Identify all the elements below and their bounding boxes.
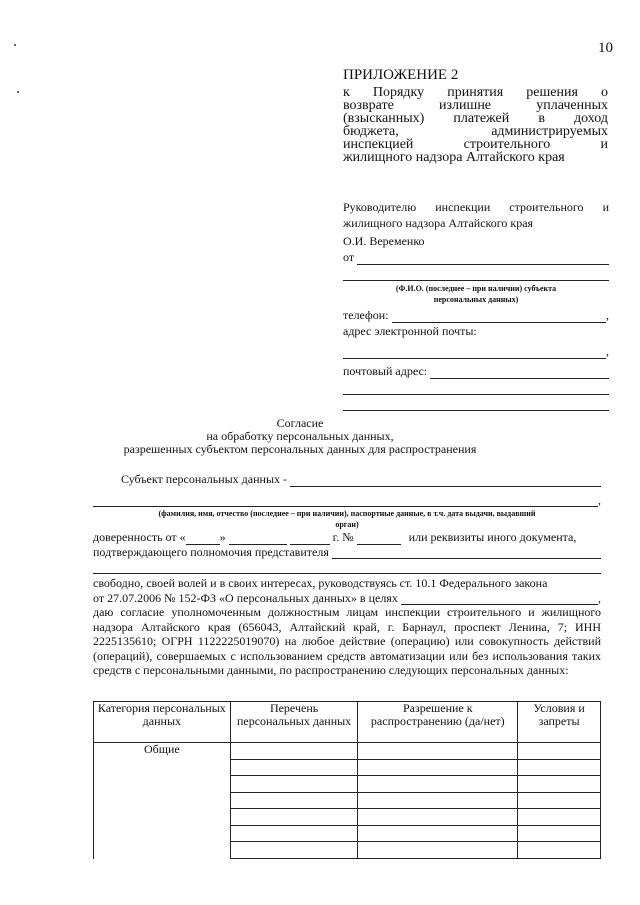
table-cell[interactable]	[230, 825, 358, 842]
proxy-prefix: доверенность от «	[93, 530, 186, 544]
proxy-day-field[interactable]	[186, 532, 220, 545]
purpose-row: от 27.07.2006 № 152-ФЗ «О персональных данных» в целях ,	[93, 590, 601, 605]
fio-note: персональных данных)	[433, 295, 519, 304]
from-field-line-2[interactable]	[343, 279, 609, 281]
email-field[interactable]	[343, 346, 606, 359]
table-cell[interactable]	[518, 759, 601, 776]
table-header: Перечень персональных данных	[230, 702, 358, 743]
addressee-line: Руководителю инспекции строительного и	[343, 200, 609, 214]
proxy-row	[93, 530, 601, 545]
heading-line: Согласие	[276, 416, 324, 430]
subject-row-2: ,	[93, 493, 601, 508]
table-cell[interactable]	[518, 776, 601, 793]
appendix-line: к Порядку принятия решения о	[343, 85, 608, 100]
appendix-line: (взысканных) платежей в доход	[343, 111, 608, 126]
table-cell[interactable]	[518, 792, 601, 809]
email-label: адрес электронной почты:	[343, 324, 477, 338]
table-cell[interactable]	[230, 776, 358, 793]
subject-note: орган)	[335, 520, 359, 529]
page-number: 10	[598, 40, 613, 56]
proxy-number-field[interactable]	[357, 532, 401, 545]
table-cell[interactable]	[518, 809, 601, 826]
subject-label: Субъект персональных данных -	[121, 472, 288, 486]
email-row	[343, 323, 609, 339]
permissions-table	[93, 701, 601, 859]
postal-field[interactable]	[430, 366, 609, 379]
from-field[interactable]	[357, 252, 609, 265]
para2: даю согласие уполномоченным должностным лицам инспекции строительного и жилищного надзора Алтайского края (656043, Алтайский край, г. Барнаул, проспект Ленина, 7; ИНН 2225135610; ОГРН 1122225019070) на любое действие (операцию) или совокупность действий (операций), совершаемых с использованием средств автоматизации или без использования таких средств с персональными данными, по распространению следующих персональных данных:	[93, 605, 601, 677]
table-cell[interactable]	[358, 842, 518, 859]
table-cell[interactable]	[230, 842, 358, 859]
subject-field-2[interactable]	[93, 494, 598, 507]
table-cell[interactable]	[358, 776, 518, 793]
table-cell[interactable]	[230, 809, 358, 826]
addressee-name: О.И. Веременко	[343, 234, 425, 248]
appendix-line: возврате излишне уплаченных	[343, 98, 608, 113]
postal-label: почтовый адрес:	[343, 364, 428, 378]
table-cell[interactable]	[230, 759, 358, 776]
heading-line: разрешенных субъектом персональных данных для распространения	[123, 442, 477, 456]
addressee-block	[343, 199, 609, 411]
phone-label: телефон:	[343, 308, 389, 322]
subject-row	[93, 472, 601, 487]
postal-row	[343, 363, 609, 379]
table-cell[interactable]	[518, 842, 601, 859]
table-header: Категория персональных данных	[94, 702, 231, 743]
phone-row: телефон: ,	[343, 308, 609, 322]
para1-line: от 27.07.2006 № 152-ФЗ «О персональных данных» в целях	[93, 590, 398, 605]
proxy-quote: »	[219, 530, 226, 544]
confirm-field[interactable]	[332, 546, 601, 559]
appendix-line: инспекцией строительного и	[343, 137, 608, 152]
table-row	[94, 743, 601, 760]
table-header: Условия и запреты	[518, 702, 601, 743]
table-header: Разрешение к распространению (да/нет)	[358, 702, 518, 743]
scan-dot	[14, 44, 16, 46]
appendix-block	[343, 69, 608, 164]
table-cell[interactable]	[358, 825, 518, 842]
subject-note: (фамилия, имя, отчество (последнее – при наличии), паспортные данные, в т.ч. дата выдачи, выдавший	[158, 509, 536, 518]
appendix-title: ПРИЛОЖЕНИЕ 2	[343, 67, 459, 83]
table-cell[interactable]	[518, 825, 601, 842]
postal-field-line-2[interactable]	[343, 393, 609, 395]
category-cell: Общие	[94, 743, 231, 859]
table-cell[interactable]	[518, 743, 601, 760]
scan-dot	[17, 91, 19, 93]
proxy-month-field[interactable]	[229, 532, 287, 545]
postal-field-line-3[interactable]	[343, 409, 609, 411]
purpose-field[interactable]	[401, 592, 598, 605]
table-cell[interactable]	[358, 743, 518, 760]
subject-field[interactable]	[290, 474, 601, 487]
from-label: от	[343, 250, 355, 264]
appendix-line: жилищного надзора Алтайского края	[343, 150, 565, 165]
para1-line: свободно, своей волей и в своих интересах, руководствуясь ст. 10.1 Федерального закона	[93, 576, 548, 590]
table-cell[interactable]	[358, 759, 518, 776]
consent-body	[93, 472, 601, 678]
email-field-row: ,	[343, 343, 609, 359]
phone-field[interactable]	[392, 310, 606, 323]
table-cell[interactable]	[358, 809, 518, 826]
proxy-year-label: г. №	[332, 530, 354, 544]
table-cell[interactable]	[358, 792, 518, 809]
from-row	[343, 249, 609, 265]
proxy-year-field[interactable]	[290, 532, 330, 545]
confirm-label: подтверждающего полномочия представителя	[93, 544, 329, 559]
table-cell[interactable]	[230, 743, 358, 760]
confirm-row	[93, 545, 601, 560]
confirm-field-line-2[interactable]	[93, 572, 601, 574]
table-cell[interactable]	[230, 792, 358, 809]
proxy-suffix: или реквизиты иного документа,	[408, 530, 577, 544]
fio-note: (Ф.И.О. (последнее – при наличии) субъекта	[395, 284, 557, 293]
appendix-line: бюджета, администрируемых	[343, 124, 608, 139]
consent-heading	[100, 417, 500, 456]
table-header-row	[94, 702, 601, 743]
addressee-line: жилищного надзора Алтайского края	[343, 216, 534, 230]
heading-line: на обработку персональных данных,	[206, 429, 394, 443]
